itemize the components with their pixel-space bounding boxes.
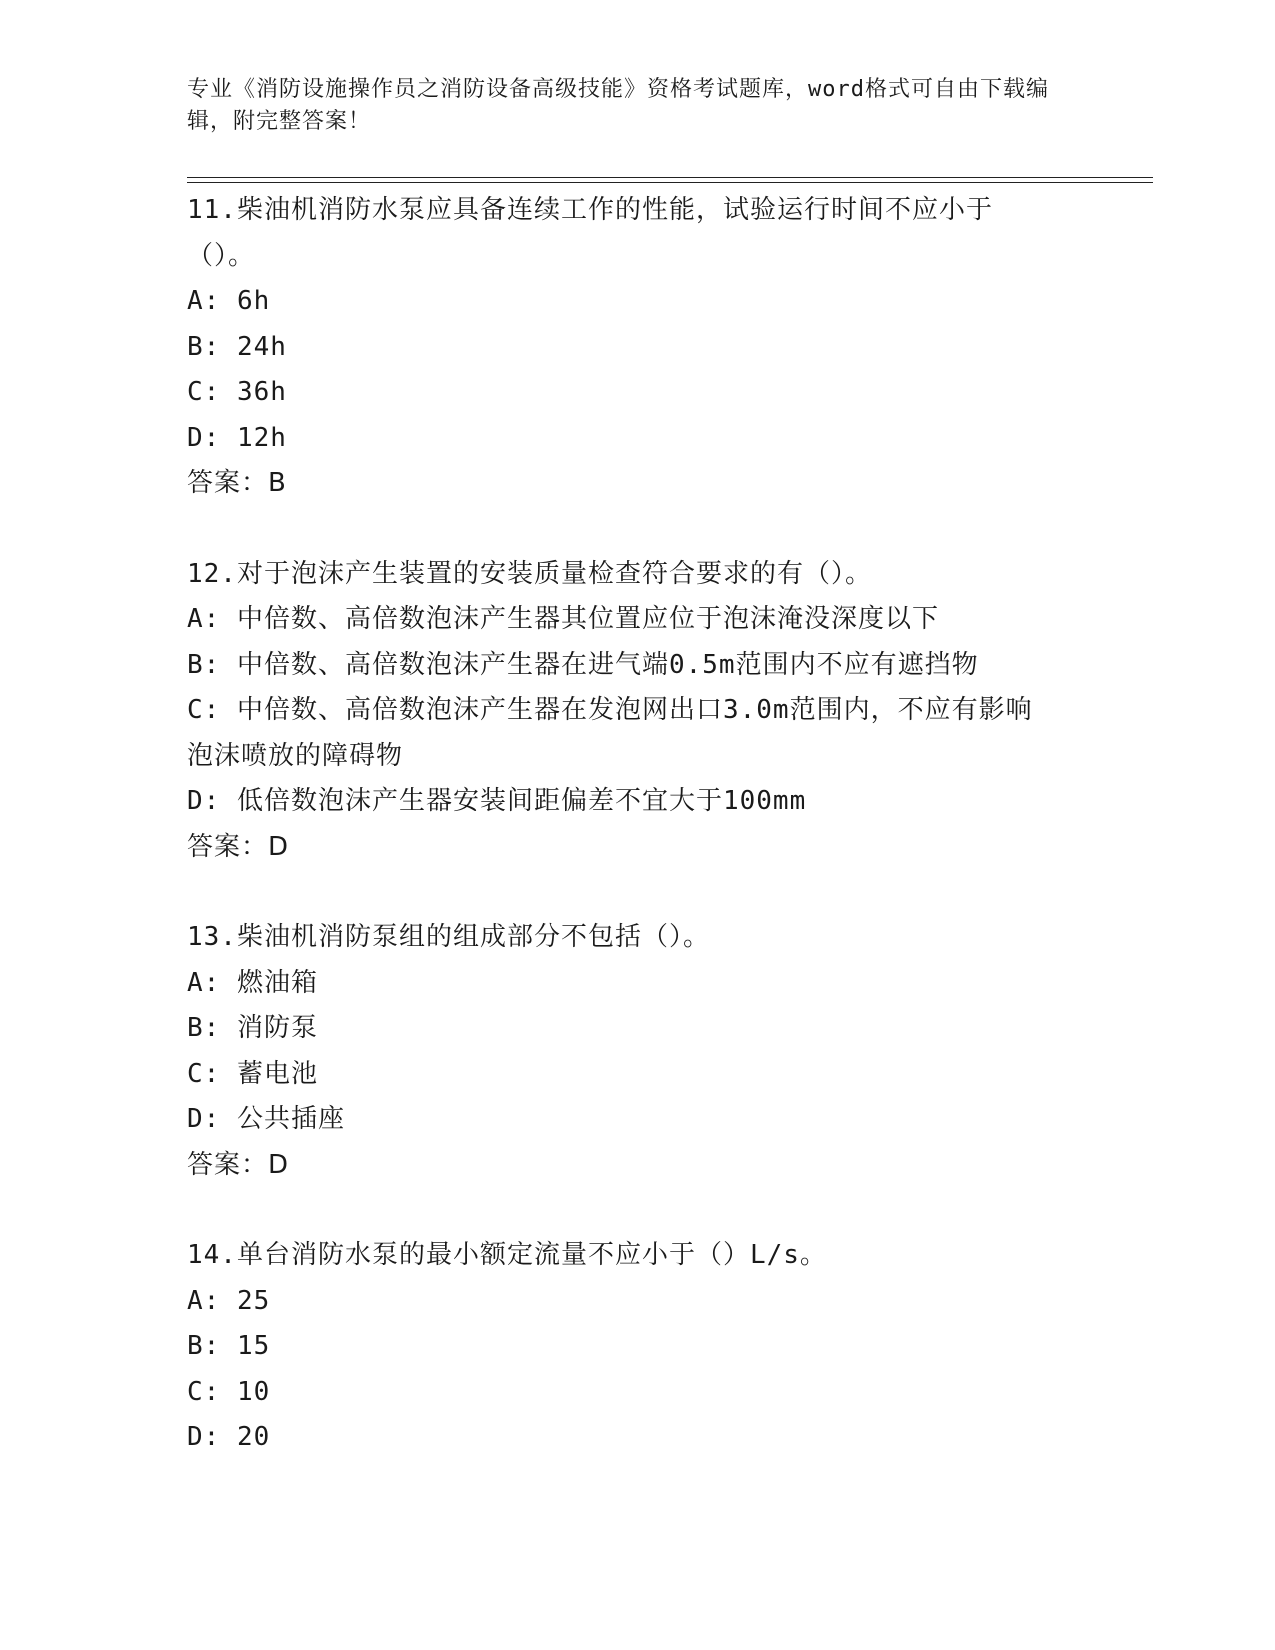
option-text: 中倍数、高倍数泡沫产生器在进气端0.5m范围内不应有遮挡物 [236, 649, 979, 680]
option-label: D: [187, 1422, 221, 1452]
option-label: B: [187, 331, 221, 362]
option-text: 15 [236, 1331, 271, 1361]
answer-line: 答案：B [187, 468, 287, 498]
spacer [187, 870, 1087, 915]
option-label: A: [187, 967, 221, 998]
answer-line: 答案：D [187, 831, 290, 862]
header-divider-bottom [187, 182, 1153, 183]
spacer [187, 1188, 1087, 1233]
option-label: D: [187, 422, 221, 453]
option-d [187, 1415, 1087, 1461]
option-b [187, 1006, 1087, 1052]
option-label: D: [187, 786, 221, 816]
option-text: 公共插座 [236, 1104, 345, 1134]
option-a [187, 279, 1087, 325]
answer-line: 答案：D [187, 1149, 290, 1180]
option-text: 消防泵 [236, 1013, 318, 1043]
question-13 [187, 915, 1087, 1188]
option-text: 中倍数、高倍数泡沫产生器在发泡网出口3.0m范围内，不应有影响泡沫喷放的障碍物 [187, 695, 1033, 771]
option-label: B: [187, 1331, 221, 1361]
option-label: C: [187, 377, 221, 407]
header-divider-top [187, 177, 1153, 178]
option-c [187, 688, 1037, 779]
option-text: 24h [236, 331, 287, 362]
option-text: 6h [236, 286, 271, 316]
option-label: C: [187, 1376, 221, 1407]
option-a [187, 597, 1087, 643]
option-label: A: [187, 286, 221, 316]
option-a [187, 1279, 1087, 1325]
option-label: D: [187, 1104, 221, 1134]
question-12 [187, 552, 1087, 871]
option-text: 20 [236, 1422, 271, 1452]
option-d [187, 1097, 1087, 1143]
question-14 [187, 1233, 1087, 1461]
question-11 [187, 188, 1087, 507]
document-header: 专业《消防设施操作员之消防设备高级技能》资格考试题库，word格式可自由下载编辑，附完整答案！ [187, 77, 1049, 134]
option-text: 12h [236, 422, 287, 453]
option-c [187, 1052, 1087, 1098]
option-label: C: [187, 695, 221, 725]
option-b [187, 325, 1087, 371]
question-list [187, 188, 1087, 1461]
option-d [187, 416, 1087, 462]
option-text: 燃油箱 [236, 967, 318, 998]
option-text: 蓄电池 [236, 1058, 318, 1089]
question-stem: 13.柴油机消防泵组的组成部分不包括（）。 [187, 922, 710, 952]
option-text: 25 [236, 1285, 271, 1316]
option-label: A: [187, 1285, 221, 1316]
option-label: B: [187, 1013, 221, 1043]
option-c [187, 370, 1087, 416]
option-label: B: [187, 649, 221, 680]
option-label: A: [187, 604, 221, 634]
question-stem: 14.单台消防水泵的最小额定流量不应小于（）L/s。 [187, 1240, 827, 1270]
option-text: 中倍数、高倍数泡沫产生器其位置应位于泡沫淹没深度以下 [236, 604, 939, 634]
option-d [187, 779, 1087, 825]
option-b [187, 643, 1087, 689]
option-text: 36h [236, 377, 287, 407]
option-text: 低倍数泡沫产生器安装间距偏差不宜大于100mm [236, 786, 807, 816]
option-c [187, 1370, 1087, 1416]
option-b [187, 1324, 1087, 1370]
question-stem: 11.柴油机消防水泵应具备连续工作的性能，试验运行时间不应小于（）。 [187, 195, 993, 271]
option-text: 10 [236, 1376, 271, 1407]
option-a [187, 961, 1087, 1007]
spacer [187, 507, 1087, 552]
option-label: C: [187, 1058, 221, 1089]
question-stem: 12.对于泡沫产生装置的安装质量检查符合要求的有（）。 [187, 558, 872, 589]
